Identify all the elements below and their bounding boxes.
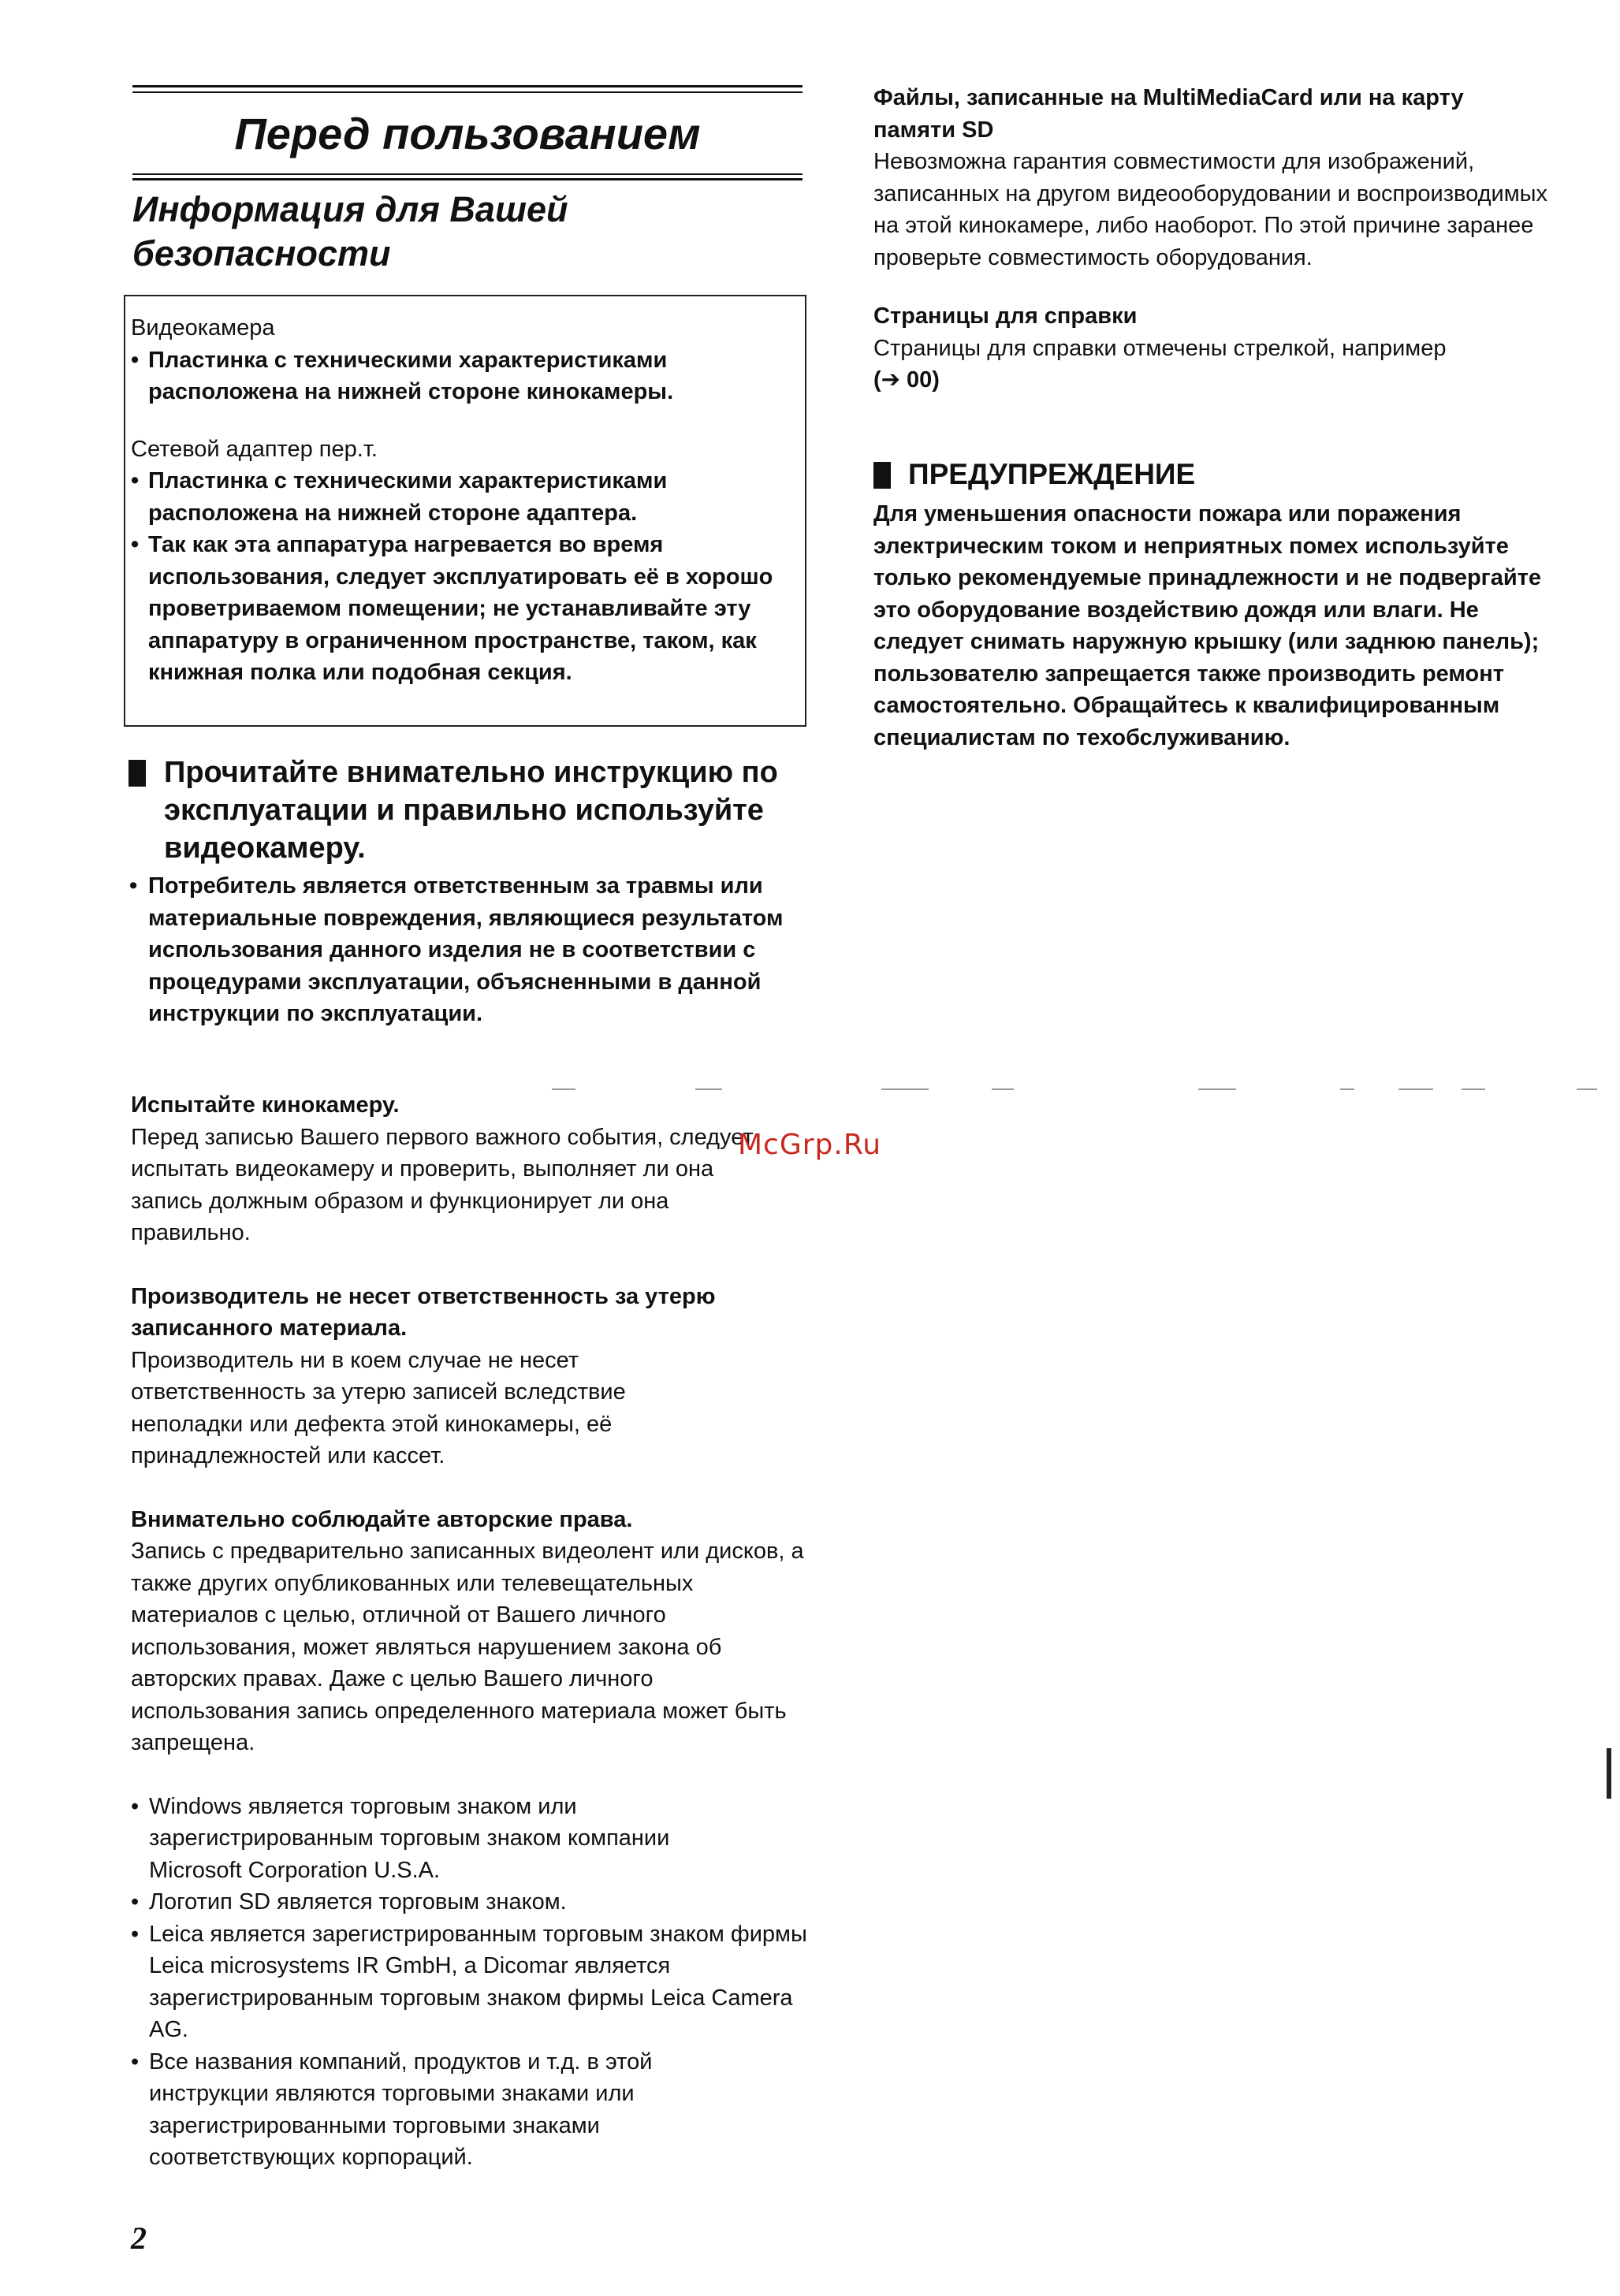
liability-body: Производитель ни в коем случае не несет ответственность за утерю записей вследствие неполадки или дефекта этой кинокамеры, её принадлежностей или кассет.	[131, 1347, 626, 1468]
scan-artifact	[1462, 1088, 1485, 1090]
scan-artifact	[881, 1088, 929, 1090]
header-rule-top-2	[132, 91, 803, 93]
list-item: • Потребитель является ответственным за травмы или материальные повреждения, являющиеся результатом использования данного изделия не в соответствии с процедурами эксплуатации, объясненными в данной инструкции по эксплуатации.	[129, 870, 807, 1030]
memory-card-body: Невозможна гарантия совместимости для изображений, записанных на другом видеооборудовании и воспроизводимых на этой кинокамере, либо наоборот. По этой причине заранее проверьте совместимость оборудования.	[873, 149, 1547, 270]
reference-pages-heading: Страницы для справки	[873, 303, 1138, 329]
warning-body: Для уменьшения опасности пожара или поражения электрическим током и неприятных помех используйте только рекомендуемые принадлежности и не подвергайте это оборудование воздействию дождя или влаги. Не следует снимать наружную крышку (или заднюю панель); пользователю запрещается также производить ремонт самостоятельно. Обращайтесь к квалифицированным специалистам по техобслуживанию.	[873, 501, 1542, 750]
header-rule-top	[132, 85, 803, 87]
header-rule-bottom-2	[132, 178, 803, 180]
warning-marker	[873, 462, 891, 489]
camera-item: • Пластинка с техническими характеристиками расположена на нижней стороне кинокамеры.	[131, 344, 793, 408]
right-sections	[873, 82, 1567, 396]
scan-artifact	[1577, 1088, 1597, 1090]
list-item: • Логотип SD является торговым знаком.	[131, 1886, 809, 1918]
reference-pages-example: (➔ 00)	[873, 367, 940, 393]
scan-artifact	[1340, 1088, 1354, 1090]
section-title: Перед пользованием	[234, 109, 701, 158]
copyright-heading: Внимательно соблюдайте авторские права.	[131, 1506, 633, 1532]
list-item: • Windows является торговым знаком или зарегистрированным торговым знаком компании Microsoft Corporation U.S.A.	[131, 1791, 756, 1887]
safety-box-content	[131, 312, 793, 689]
list-item: • Leica является зарегистрированным торговым знаком фирмы Leica microsystems IR GmbH, а Dicomar является зарегистрированным торговым знаком фирмы Leica Camera AG.	[131, 1918, 819, 2046]
page-number: 2	[131, 2220, 147, 2256]
trademark-list	[131, 1791, 809, 2174]
header-rule-bottom	[132, 173, 803, 175]
left-sections	[131, 1089, 809, 2174]
reference-pages-body: Страницы для справки отмечены стрелкой, например	[873, 335, 1447, 361]
scan-artifact	[992, 1088, 1014, 1090]
scan-artifact	[1607, 1748, 1611, 1799]
adapter-heading: Сетевой адаптер пер.т.	[131, 436, 378, 462]
memory-card-heading: Файлы, записанные на MultiMediaCard или на карту памяти SD	[873, 85, 1464, 143]
liability-heading: Производитель не несет ответственность за утерю записанного материала.	[131, 1283, 716, 1341]
scan-artifact	[1198, 1088, 1236, 1090]
page-subtitle: Информация для Вашей безопасности	[132, 189, 568, 274]
read-section-list	[129, 870, 807, 1030]
copyright-body: Запись с предварительно записанных видеолент или дисков, а также других опубликованных или телевещательных материалов с целью, отличной от Вашего личного использования, может являться нарушением закона об авторских правах. Даже с целью Вашего личного использования запись определенного материала может быть запрещена.	[131, 1539, 804, 1755]
adapter-item: • Так как эта аппаратура нагревается во время использования, следует эксплуатировать её в хорошо проветриваемом помещении; не устанавливайте эту аппаратуру в ограниченном пространстве, таком, как книжная полка или подобная секция.	[131, 529, 793, 689]
scan-artifact	[1398, 1088, 1433, 1090]
test-camera-heading: Испытайте кинокамеру.	[131, 1092, 400, 1118]
adapter-item: • Пластинка с техническими характеристиками расположена на нижней стороне адаптера.	[131, 465, 793, 529]
list-item: • Все названия компаний, продуктов и т.д. в этой инструкции являются торговыми знаками или зарегистрированными торговыми знаками соответствующих корпораций.	[131, 2046, 772, 2174]
warning-title: ПРЕДУПРЕЖДЕНИЕ	[908, 458, 1196, 490]
camera-heading: Видеокамера	[131, 315, 275, 340]
read-section-marker	[128, 760, 146, 787]
read-section-heading: Прочитайте внимательно инструкцию по эксплуатации и правильно используйте видеокамеру.	[164, 756, 778, 865]
watermark: McGrp.Ru	[738, 1129, 882, 1161]
test-camera-body: Перед записью Вашего первого важного события, следует испытать видеокамеру и проверить, выполняет ли она запись должным образом и функционирует ли она правильно.	[131, 1124, 754, 1245]
warning-body-wrap	[873, 498, 1551, 754]
